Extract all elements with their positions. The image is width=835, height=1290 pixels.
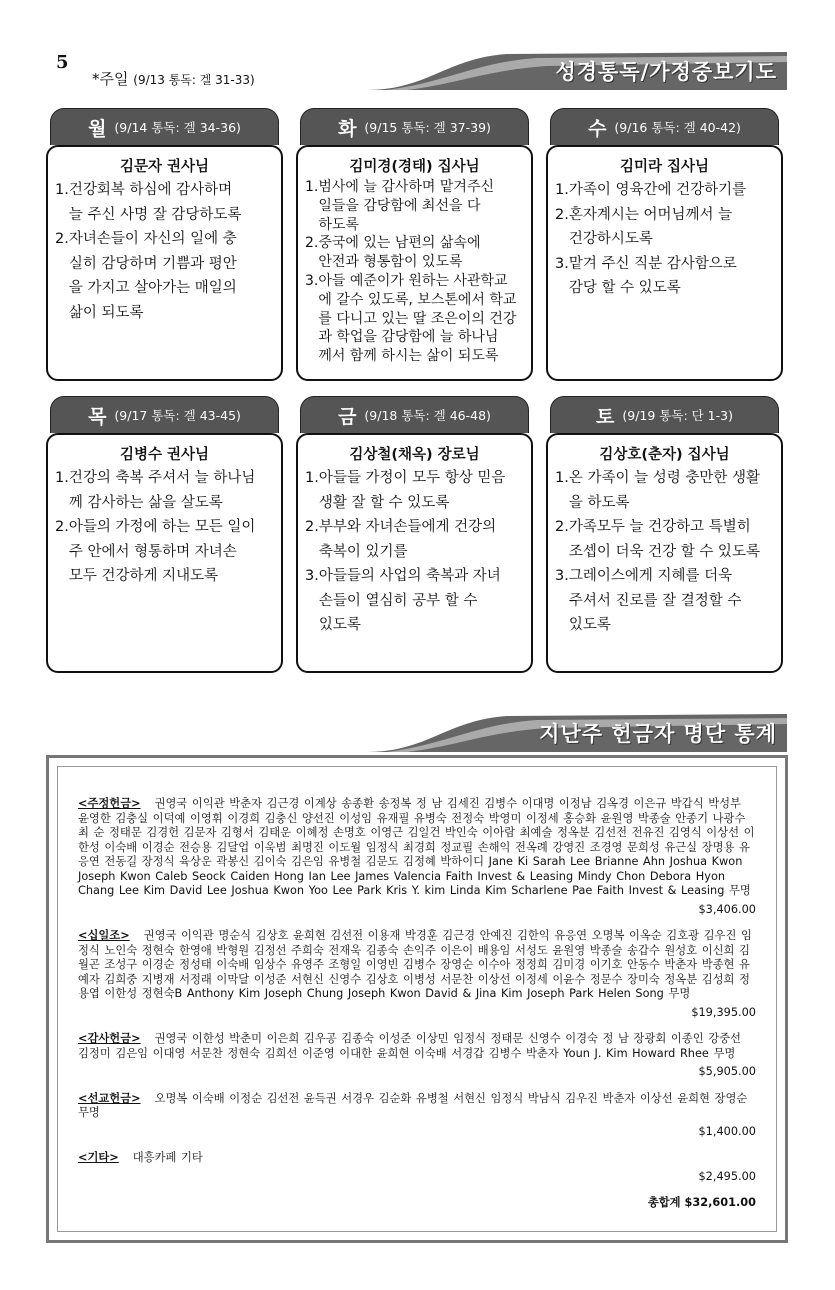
sunday-reading-text: (9/13 통독: 겔 31-33) — [133, 73, 255, 87]
prayer-item: 2.부부와 자녀손들에게 건강의 축복이 있기를 — [305, 519, 497, 560]
prayer-item: 1.범사에 늘 감사하며 맡겨주신 일들을 감당함에 최선을 다 하도록 — [305, 179, 494, 233]
prayer-body — [296, 433, 533, 673]
prayer-item: 3.맡겨 주신 직분 감사함으로 감당 할 수 있도록 — [555, 255, 737, 296]
top-banner — [367, 52, 787, 90]
sunday-reading — [92, 68, 255, 89]
prayer-person: 김미라 집사님 — [619, 159, 710, 175]
prayer-item: 3.아들들의 사업의 축복과 자녀 손들이 열심히 공부 할 수 있도록 — [305, 568, 501, 633]
prayer-item: 2.자녀손들이 자신의 일에 충 실히 감당하며 기쁨과 평안 을 가지고 살아가는 매일의 삶이 되도록 — [55, 231, 237, 321]
prayer-person: 김상호(춘자) 집사님 — [599, 447, 730, 463]
day-tab — [300, 396, 529, 433]
prayer-item: 1.온 가족이 늘 성령 충만한 생활 을 하도록 — [555, 470, 760, 511]
prayer-item: 3.그레이스에게 지혜를 더욱 주셔서 진로를 잘 결정할 수 있도록 — [555, 568, 742, 633]
page-number: 5 — [56, 52, 69, 73]
day-label: 목 — [88, 405, 107, 428]
day-label: 토 — [596, 405, 615, 428]
offering-category — [78, 1092, 756, 1121]
offering-category — [78, 797, 756, 899]
donor-names: 권영국 이한성 박춘미 이은희 김우공 김종숙 이성준 이상민 임정식 정태문 신영수 이경숙 정 남 장광회 이종인 강중선 김정미 김은임 이대영 서문찬 정현숙 김희선 이준영 이대한 윤희현 이숙배 서경갑 김병수 박춘자 Youn J. Kim Howard Rhee 무명 — [78, 1032, 741, 1060]
prayer-item: 2.중국에 있는 남편의 삶속에 안전과 형통함이 있도록 — [305, 235, 481, 271]
prayer-box-tue — [296, 108, 533, 381]
grand-total: 총합계 $32,601.00 — [647, 1196, 756, 1209]
category-amount: $19,395.00 — [691, 1005, 756, 1019]
day-reading: (9/18 통독: 겔 46-48) — [364, 408, 491, 423]
prayer-item: 3.아들 예준이가 원하는 사관학교 에 갈수 있도록, 보스톤에서 학교 를 다니고 있는 딸 조은이의 건강 과 학업을 감당함에 늘 하나님 께서 함께 하시는 삶이 되도록 — [305, 272, 517, 365]
prayer-item: 1.가족이 영육간에 건강하기를 — [555, 182, 747, 198]
category-label: <십일조> — [78, 929, 130, 942]
banner-title: 성경통독/가정중보기도 — [555, 60, 777, 84]
donor-names: 권영국 이익관 박춘자 김근경 이계상 송종환 송정복 정 남 김세진 김병수 이대명 이정남 김옥경 이은규 박갑식 박성부 윤영한 김충실 이덕예 이영휘 이경희 김충신 양선진 이성임 유재필 유병숙 전정숙 박영미 이정세 홍승화 윤원영 박종술 안종기 나광수 최 순 정태문 김경헌 김문자 김형서 김태운 이혜정 손명호 이영근 김일건 박인숙 이아람 최예술 정옥분 김선전 전유진 김영식 이상선 이한성 이숙배 이경순 전승용 김달업 이욱범 최명진 이도월 임정식 최경희 정교필 손해익 전옥례 강영진 조경영 문희성 유근실 장명용 유응연 전동길 장정식 육상운 곽봉신 김이숙 김은임 유병철 김문도 김정혜 박하이디 Jane Ki Sarah Lee Brianne Ahn Joshua Kwon Joseph Kwon Caleb Seock Caiden Hong Ian Lee James Valencia Faith Invest & Leasing Mindy Chon Debora Hyon Chang Lee Kim David Lee Joshua Kwon Yoo Lee Park Kris Y. kim Linda Kim Scharlene Pae Faith Invest & Leasing 무명 — [78, 797, 755, 897]
banner-title: 지난주 헌금자 명단 통계 — [539, 722, 777, 746]
category-amount: $1,400.00 — [698, 1124, 756, 1138]
day-reading: (9/19 통독: 단 1-3) — [622, 408, 733, 423]
offering-category — [78, 1151, 756, 1166]
offering-category — [78, 929, 756, 1002]
prayer-body — [46, 433, 283, 673]
day-reading: (9/17 통독: 겔 43-45) — [114, 408, 241, 423]
category-amount: $2,495.00 — [698, 1169, 756, 1183]
category-label: <기타> — [78, 1151, 119, 1164]
bottom-banner — [367, 714, 787, 752]
prayer-item: 2.혼자계시는 어머님께서 늘 건강하시도록 — [555, 206, 733, 247]
category-label: <감사헌금> — [78, 1032, 141, 1045]
donor-names: 대흥카페 기타 — [132, 1151, 203, 1164]
donor-names: 오명복 이숙배 이정순 김선전 윤득권 서경우 김순화 유병철 서현신 임정식 박남식 김우진 박춘자 이상선 윤희현 장영순 무명 — [78, 1091, 748, 1119]
prayer-item: 1.아들들 가정이 모두 항상 믿음 생활 잘 할 수 있도록 — [305, 470, 506, 511]
day-tab — [300, 108, 529, 145]
category-label: <주정헌금> — [78, 797, 141, 810]
category-amount: $3,406.00 — [698, 902, 756, 916]
prayer-person: 김미경(경태) 집사님 — [349, 159, 480, 175]
prayer-body — [546, 433, 783, 673]
offering-statistics — [46, 755, 788, 1243]
prayer-person: 김문자 권사님 — [119, 159, 210, 175]
prayer-box-sat — [546, 396, 783, 673]
prayer-item: 1.건강회복 하심에 감사하며 늘 주신 사명 잘 감당하도록 — [55, 182, 242, 223]
day-tab — [550, 108, 779, 145]
day-reading: (9/15 통독: 겔 37-39) — [364, 120, 491, 135]
prayer-person: 김상철(채옥) 장로님 — [349, 447, 480, 463]
prayer-body — [546, 145, 783, 381]
prayer-box-wed — [546, 108, 783, 381]
prayer-item: 2.아들의 가정에 하는 모든 일이 주 안에서 형통하며 자녀손 모두 건강하게 지내도록 — [55, 519, 256, 584]
prayer-box-fri — [296, 396, 533, 673]
day-tab — [550, 396, 779, 433]
prayer-item: 1.건강의 축복 주셔서 늘 하나님 께 감사하는 삶을 살도록 — [55, 470, 256, 511]
prayer-body — [296, 145, 533, 381]
prayer-box-thu — [46, 396, 283, 673]
day-label: 화 — [338, 117, 357, 140]
offering-category — [78, 1032, 756, 1061]
day-label: 수 — [588, 117, 607, 140]
day-label: 금 — [338, 405, 357, 428]
category-amount: $5,905.00 — [698, 1065, 756, 1078]
prayer-body — [46, 145, 283, 381]
prayer-person: 김병수 권사님 — [119, 447, 210, 463]
prayer-box-mon — [46, 108, 283, 381]
donor-names: 권영국 이익관 명순식 김상호 윤희현 김선전 이용재 박경훈 김근경 안예진 김한익 유응연 오명복 이옥순 김호광 김우진 임정식 노인숙 정현숙 한영애 박형원 김정선 주희숙 전재욱 김종숙 손익주 이은이 배용임 서성도 윤원영 박종술 송갑수 원성호 이신희 김월곤 조성구 이경순 정성태 이숙배 임상수 유영주 조형일 이영빈 김병수 장영순 이수아 정정희 김미경 이기호 안동수 박춘자 박종현 유예자 김희중 지병재 서정래 이막달 이성준 서현신 신영수 김상호 이병성 서문찬 이상선 이정세 이윤수 정문수 장미숙 정옥분 김성희 정용엽 이한성 정현숙B Anthony Kim Joseph Chung Joseph Kwon David & Jina Kim Joseph Park Helen Song 무명 — [78, 929, 752, 1000]
offering-list — [57, 766, 777, 1232]
day-tab — [50, 108, 279, 145]
sunday-label: *주일 — [92, 70, 129, 88]
day-reading: (9/16 통독: 겔 40-42) — [614, 120, 741, 135]
day-tab — [50, 396, 279, 433]
day-label: 월 — [88, 117, 107, 140]
category-label: <선교헌금> — [78, 1091, 141, 1105]
prayer-item: 2.가족모두 늘 건강하고 특별히 조셉이 더욱 건강 할 수 있도록 — [555, 519, 760, 560]
day-reading: (9/14 통독: 겔 34-36) — [114, 120, 241, 135]
